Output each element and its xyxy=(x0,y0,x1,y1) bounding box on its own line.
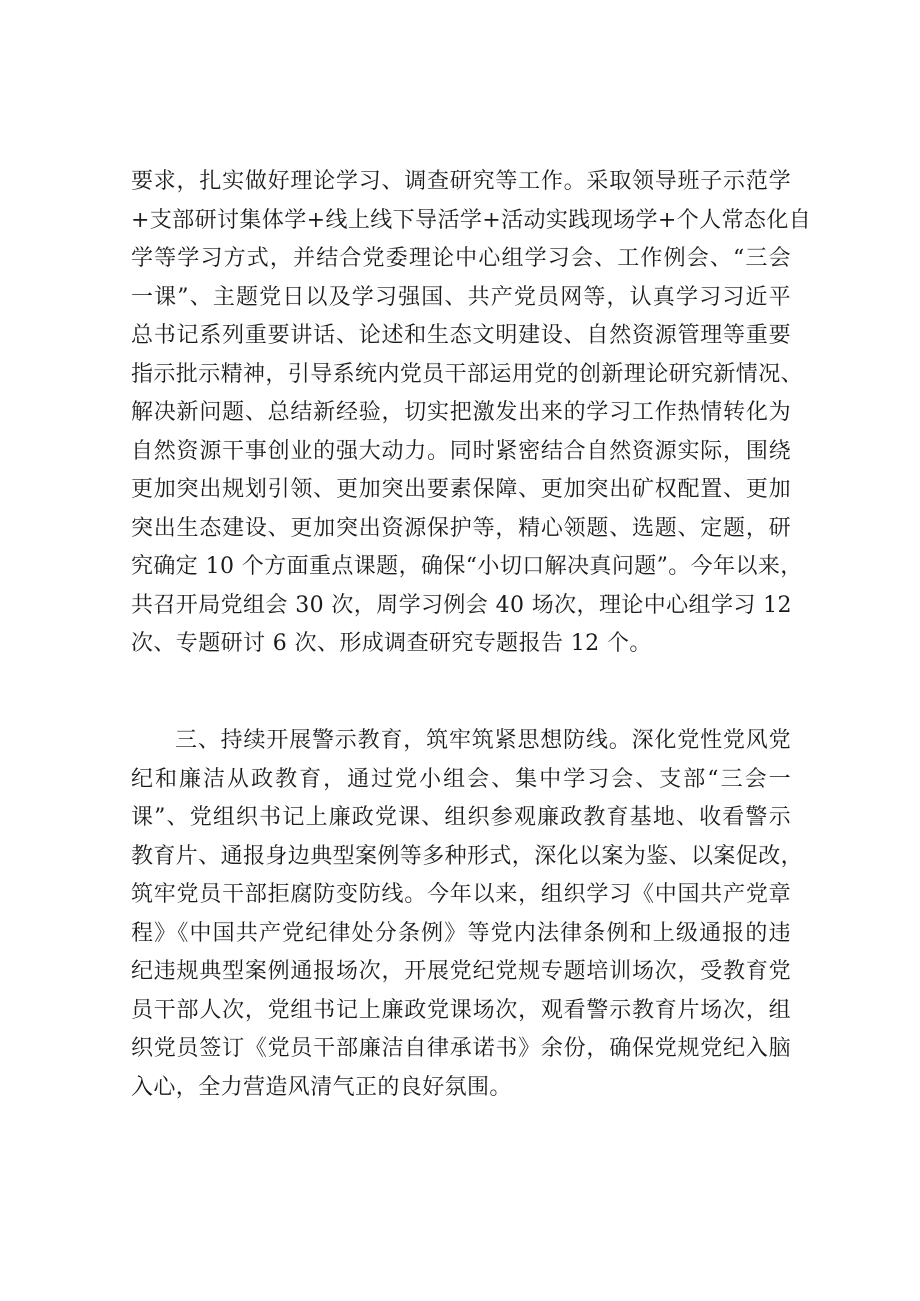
text-line: 教育片、通报身边典型案例等多种形式，深化以案为鉴、以案促改， xyxy=(131,843,804,869)
text-line: 纪违规典型案例通报场次，开展党纪党规专题培训场次，受教育党 xyxy=(131,959,791,984)
text-line: 一课”、主题党日以及学习强国、共产党员网等，认真学习习近平 xyxy=(131,284,791,310)
text-line: 学等学习方式，并结合党委理论中心组学习会、工作例会、“三会 xyxy=(131,246,791,271)
text-line: 织党员签订《党员干部廉洁自律承诺书》余份，确保党规党纪入脑 xyxy=(131,1036,791,1061)
text-line: 自然资源干事创业的强大动力。同时紧密结合自然资源实际，围绕 xyxy=(131,438,791,464)
text-line: 突出生态建设、更加突出资源保护等，精心领题、选题、定题，研 xyxy=(131,515,791,541)
text-line: 纪和廉洁从政教育，通过党小组会、集中学习会、支部“三会一 xyxy=(131,766,791,792)
text-line: 总书记系列重要讲话、论述和生态文明建设、自然资源管理等重要 xyxy=(131,323,791,348)
text-line: 课”、党组织书记上廉政党课、组织参观廉政教育基地、收看警示 xyxy=(131,805,791,830)
text-line: 共召开局党组会 30 次，周学习例会 40 场次，理论中心组学习 12 xyxy=(131,592,792,618)
paragraph-study-work xyxy=(131,163,812,664)
paragraph-warning-education xyxy=(131,722,804,1107)
text-line: 要求，扎实做好理论学习、调查研究等工作。采取领导班子示范学 xyxy=(131,169,791,194)
text-line: 解决新问题、总结新经验，切实把激发出来的学习工作热情转化为 xyxy=(131,400,791,425)
text-line: 指示批示精神，引导系统内党员干部运用党的创新理论研究新情况、 xyxy=(131,361,804,387)
text-line: 更加突出规划引领、更加突出要素保障、更加突出矿权配置、更加 xyxy=(131,477,791,502)
text-line: +支部研讨集体学+线上线下导活学+活动实践现场学+个人常态化自 xyxy=(131,207,812,233)
text-line: 次、专题研讨 6 次、形成调查研究专题报告 12 个。 xyxy=(131,631,652,656)
text-line: 员干部人次，党组书记上廉政党课场次，观看警示教育片场次，组 xyxy=(131,997,791,1023)
text-line: 程》《中国共产党纪律处分条例》等党内法律条例和上级通报的违 xyxy=(131,920,791,946)
text-line: 三、持续开展警示教育，筑牢筑紧思想防线。深化党性党风党 xyxy=(175,728,791,753)
text-line: 筑牢党员干部拒腐防变防线。今年以来，组织学习《中国共产党章 xyxy=(131,882,791,907)
text-line: 究确定 10 个方面重点课题，确保“小切口解决真问题”。今年以来， xyxy=(131,554,803,579)
text-line: 入心，全力营造风清气正的良好氛围。 xyxy=(131,1074,512,1100)
